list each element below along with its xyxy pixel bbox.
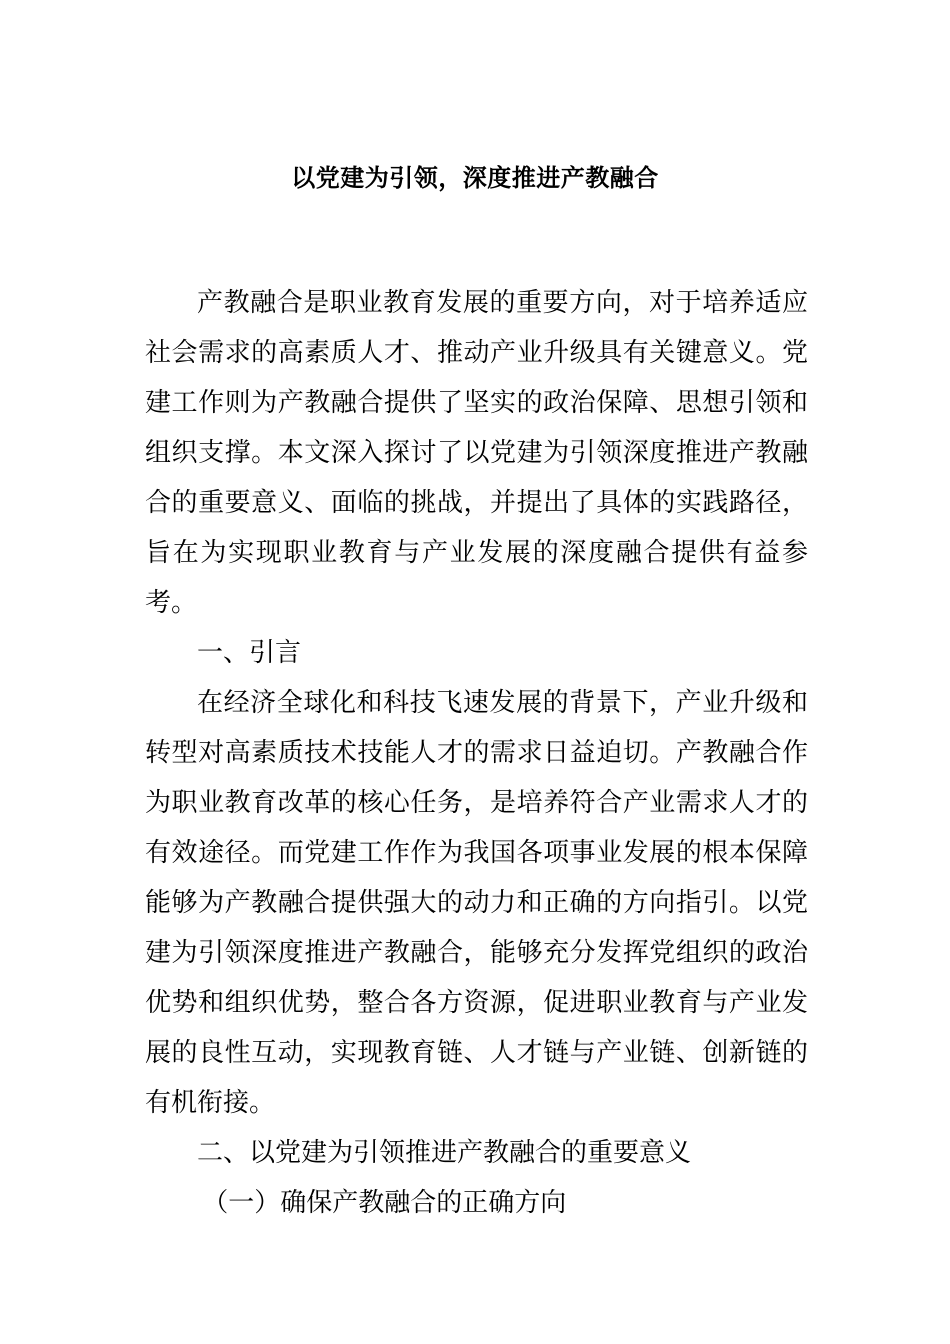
document-body [145, 278, 808, 1228]
subsection-heading-direction: （一）确保产教融合的正确方向 [202, 1188, 567, 1218]
introduction-paragraph: 在经济全球化和科技飞速发展的背景下，产业升级和转型对高素质技术技能人才的需求日益迫切。产教融合作为职业教育改革的核心任务，是培养符合产业需求人才的有效途径。而党建工作作为我国各项事业发展的根本保障能够为产教融合提供强大的动力和正确的方向指引。以党建为引领深度推进产教融合，能够充分发挥党组织的政治优势和组织优势，整合各方资源，促进职业教育与产业发展的良性互动，实现教育链、人才链与产业链、创新链的有机衔接。 [145, 688, 808, 1118]
section-heading-introduction: 一、引言 [197, 638, 302, 668]
section-heading-significance: 二、以党建为引领推进产教融合的重要意义 [197, 1138, 692, 1168]
abstract-paragraph: 产教融合是职业教育发展的重要方向，对于培养适应社会需求的高素质人才、推动产业升级具有关键意义。党建工作则为产教融合提供了坚实的政治保障、思想引领和组织支撑。本文深入探讨了以党建为引领深度推进产教融合的重要意义、面临的挑战，并提出了具体的实践路径，旨在为实现职业教育与产业发展的深度融合提供有益参考。 [145, 288, 808, 618]
document-title: 以党建为引领，深度推进产教融合 [291, 164, 659, 192]
